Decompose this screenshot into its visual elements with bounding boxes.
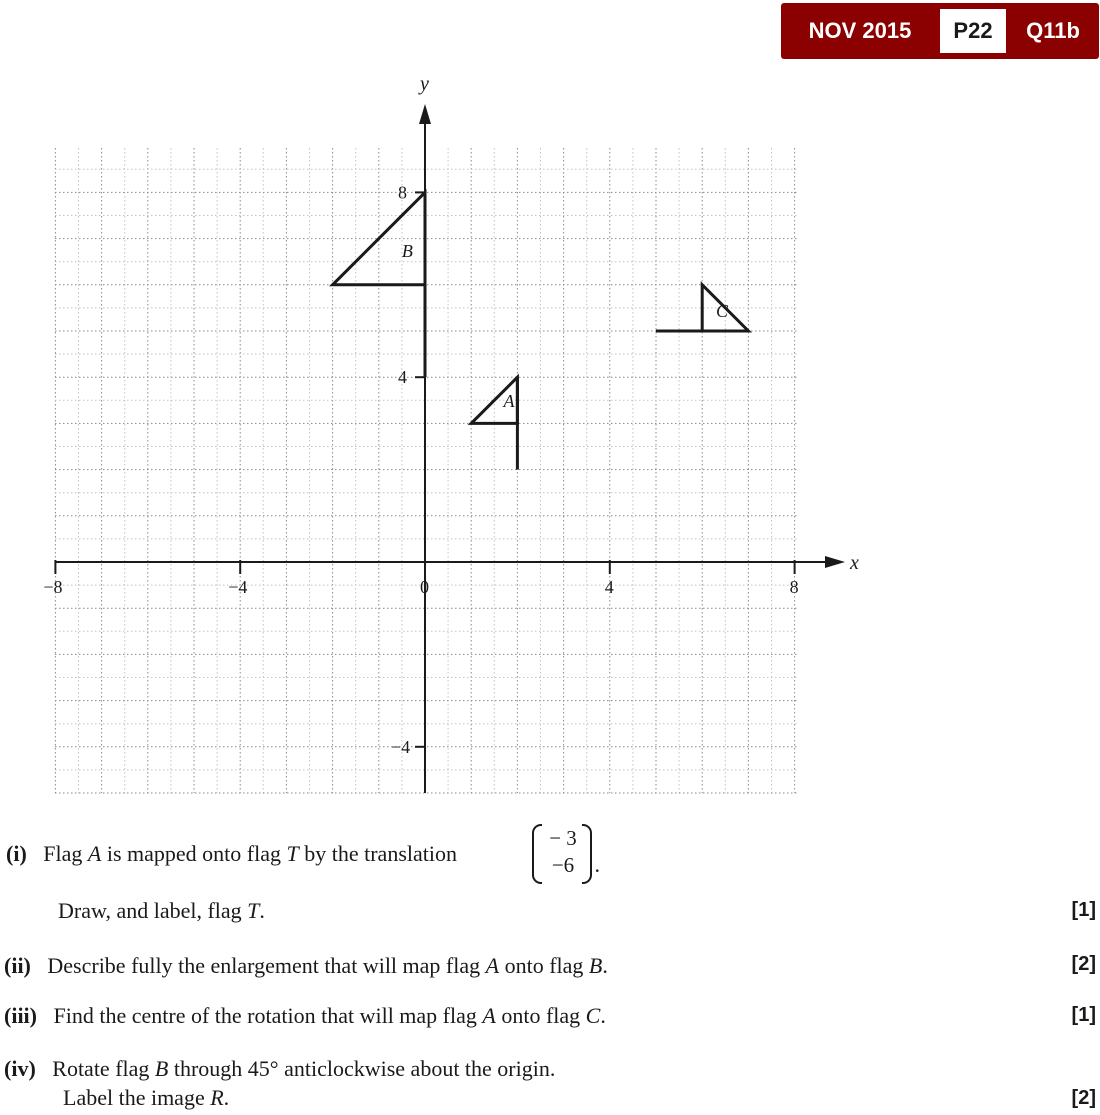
- question-text: Rotate flag: [52, 1056, 155, 1081]
- x-tick-label: 8: [789, 577, 799, 597]
- question-text: Label the image: [63, 1085, 211, 1110]
- question-text: Draw, and label, flag: [58, 898, 248, 923]
- marks-iv: [2]: [1071, 1087, 1096, 1109]
- coordinate-grid: [0, 60, 1100, 820]
- x-tick-label: 4: [604, 577, 614, 597]
- session-label: NOV 2015: [808, 18, 912, 43]
- y-tick-label: 4: [398, 367, 407, 388]
- question-number: (i): [6, 841, 27, 866]
- vector-full-stop: .: [594, 852, 600, 877]
- question-text: Flag: [43, 841, 88, 866]
- vector-bracket-right: [582, 824, 592, 884]
- flag-label-a: A: [503, 391, 515, 412]
- vector-y: −6: [551, 853, 575, 877]
- vector-bracket-left: [532, 824, 542, 884]
- question-text: is mapped onto flag: [101, 841, 287, 866]
- translation-vector: [530, 822, 600, 884]
- flag-label-b: B: [401, 241, 413, 262]
- question-badge: [781, 3, 1099, 59]
- question-i: [6, 840, 457, 868]
- flag-ref: C: [585, 1003, 601, 1028]
- x-axis-arrow: [825, 556, 845, 568]
- marks-iii: [1]: [1071, 1004, 1096, 1026]
- paper-label: P22: [940, 9, 1006, 53]
- question-iv: [4, 1055, 555, 1083]
- y-axis-label: y: [420, 73, 429, 95]
- x-axis-label: x: [850, 552, 859, 574]
- flag-ref: B: [154, 1056, 169, 1081]
- flag-ref: R: [210, 1085, 224, 1110]
- y-tick-label: −4: [391, 736, 411, 757]
- x-tick-label: 0: [420, 577, 429, 597]
- question-text: Find the centre of the rotation that will map flag: [53, 1003, 483, 1028]
- question-i-instruction: [58, 897, 265, 925]
- vector-x: − 3: [549, 826, 577, 850]
- flag-ref: B: [588, 953, 603, 978]
- question-text: onto flag: [499, 953, 589, 978]
- question-text: Describe fully the enlargement that will map flag: [47, 953, 486, 978]
- question-text: by the translation: [298, 841, 457, 866]
- flag-label-c: C: [716, 301, 729, 322]
- question-iv-line2: [63, 1084, 229, 1112]
- question-number: (ii): [4, 953, 31, 978]
- flag-ref: A: [482, 1003, 496, 1028]
- y-tick-label: 8: [398, 182, 407, 203]
- flag-ref: A: [87, 841, 102, 866]
- question-text: onto flag: [495, 1003, 586, 1028]
- flag-ref: T: [286, 841, 299, 866]
- question-number: (iv): [4, 1056, 36, 1081]
- question-iii: [4, 1002, 606, 1030]
- question-number-label: Q11b: [1026, 18, 1080, 43]
- x-tick-label: −4: [228, 577, 248, 597]
- flag-ref: T: [247, 898, 260, 923]
- y-axis-arrow: [419, 104, 431, 124]
- marks-i: [1]: [1071, 899, 1096, 921]
- marks-ii: [2]: [1071, 953, 1096, 975]
- x-tick-label: −8: [43, 577, 63, 597]
- question-text: .: [602, 953, 608, 978]
- question-text: .: [600, 1003, 606, 1028]
- flag-ref: A: [485, 953, 500, 978]
- question-text: through 45° anticlockwise about the origin.: [168, 1056, 556, 1081]
- question-text: .: [223, 1085, 230, 1110]
- question-text: .: [259, 898, 265, 923]
- question-ii: [4, 952, 608, 980]
- question-number: (iii): [4, 1003, 37, 1028]
